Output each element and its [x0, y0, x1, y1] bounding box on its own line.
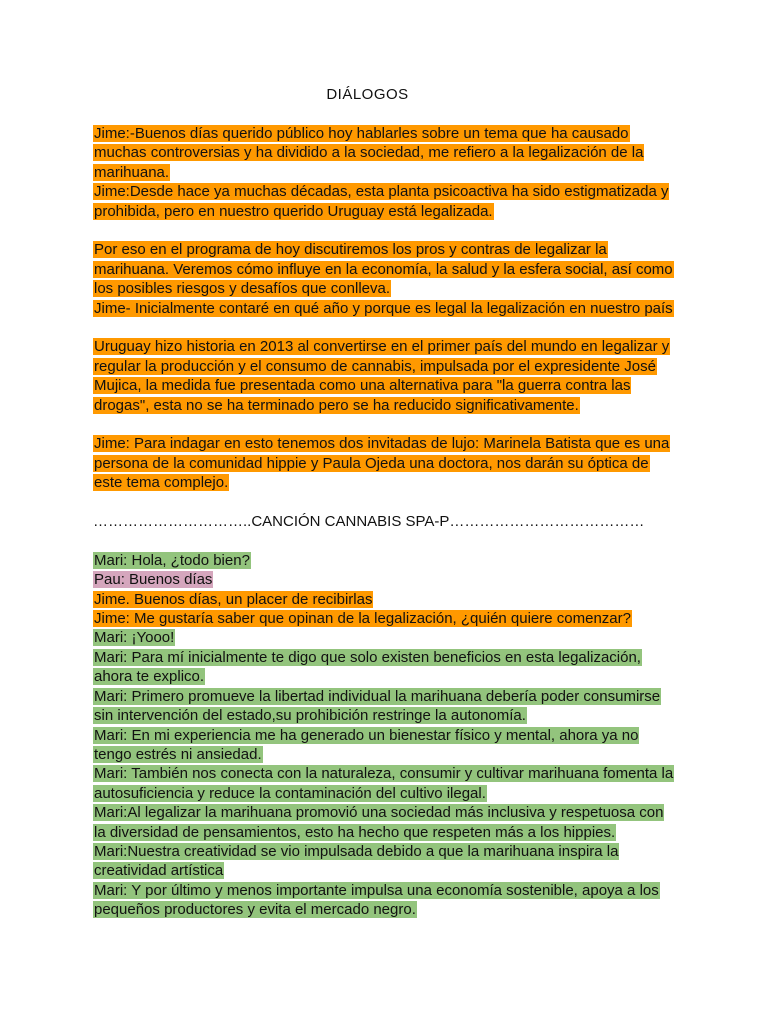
guests-text: Jime: Para indagar en esto tenemos dos invitadas de lujo: Marinela Batista que es una persona de la comunidad hippie y Paula Ojeda una doctora, nos darán su óptica de este tema complejo. [94, 435, 670, 492]
dialogue-line-pau: Pau: Buenos días [94, 571, 213, 589]
paragraph-gap [93, 415, 678, 434]
dialogue-line-mari: Mari: Primero promueve la libertad individual la marihuana debería poder consumirse sin intervención del estado,su prohibición restringe la autonomía. [94, 687, 661, 725]
program-line: Por eso en el programa de hoy discutiremos los pros y contras de legalizar la marihuana. Veremos cómo influye en la economía, la salud y la esfera social, así como los posibles riesgos y desafíos que conlleva. [94, 241, 673, 298]
dialogue-line-mari: Mari:Al legalizar la marihuana promovió una sociedad más inclusiva y respetuosa con la diversidad de pensamientos, esto ha hecho que respeten más a los hippies. [94, 804, 664, 841]
paragraph-gap [93, 531, 678, 550]
guests-paragraph [93, 434, 678, 492]
dialogue-line-mari: Mari:Nuestra creatividad se vio impulsada debido a que la marihuana inspira la creatividad artística [94, 842, 619, 880]
dialogue-line-mari: Mari: En mi experiencia me ha generado un bienestar físico y mental, ahora ya no tengo estrés ni ansiedad. [94, 726, 639, 763]
dialogue-line-jime: Jime. Buenos días, un placer de recibirlas [94, 590, 373, 608]
document-title: DIÁLOGOS [326, 86, 409, 103]
program-paragraph [93, 240, 678, 318]
jime-line: Jime:Desde hace ya muchas décadas, esta planta psicoactiva ha sido estigmatizada y prohibida, pero en nuestro querido Uruguay está legalizada. [94, 183, 669, 220]
document-body [93, 124, 678, 920]
paragraph-gap [93, 493, 678, 512]
dialogue-line-mari: Mari: Hola, ¿todo bien? [94, 551, 250, 569]
history-text: Uruguay hizo historia en 2013 al convertirse en el primer país del mundo en legalizar y regular la producción y el consumo de cannabis, impulsada por el expresidente José Mujica, la medida fue presentada como una alternativa para "la guerra contra las drogas", esta no se ha terminado pero se ha reducido significativamente. [94, 338, 670, 414]
paragraph-gap [93, 318, 678, 337]
dialogue-line-jime: Jime: Me gustaría saber que opinan de la legalización, ¿quién quiere comenzar? [94, 610, 631, 628]
dialogue-list [93, 551, 678, 920]
paragraph-gap [93, 221, 678, 240]
dialogue-line-mari: Mari: ¡Yooo! [94, 629, 175, 647]
dialogue-line-mari: Mari: Y por último y menos importante impulsa una economía sostenible, apoya a los pequeños productores y evita el mercado negro. [94, 881, 659, 919]
jime-line: Jime- Inicialmente contaré en qué año y porque es legal la legalización en nuestro país [94, 299, 673, 317]
intro-paragraph [93, 124, 678, 221]
dialogue-line-mari: Mari: También nos conecta con la naturaleza, consumir y cultivar marihuana fomenta la autosuficiencia y reduce la contaminación del cultivo ilegal. [94, 765, 674, 802]
song-separator: …………………………..CANCIÓN CANNABIS SPA-P………………………………… [93, 513, 645, 531]
jime-line: Jime:-Buenos días querido público hoy hablarles sobre un tema que ha causado muchas controversias y ha dividido a la sociedad, me refiero a la legalización de la marihuana. [94, 125, 644, 181]
dialogue-line-mari: Mari: Para mí inicialmente te digo que solo existen beneficios en esta legalización, ahora te explico. [94, 648, 641, 686]
history-paragraph [93, 337, 678, 415]
